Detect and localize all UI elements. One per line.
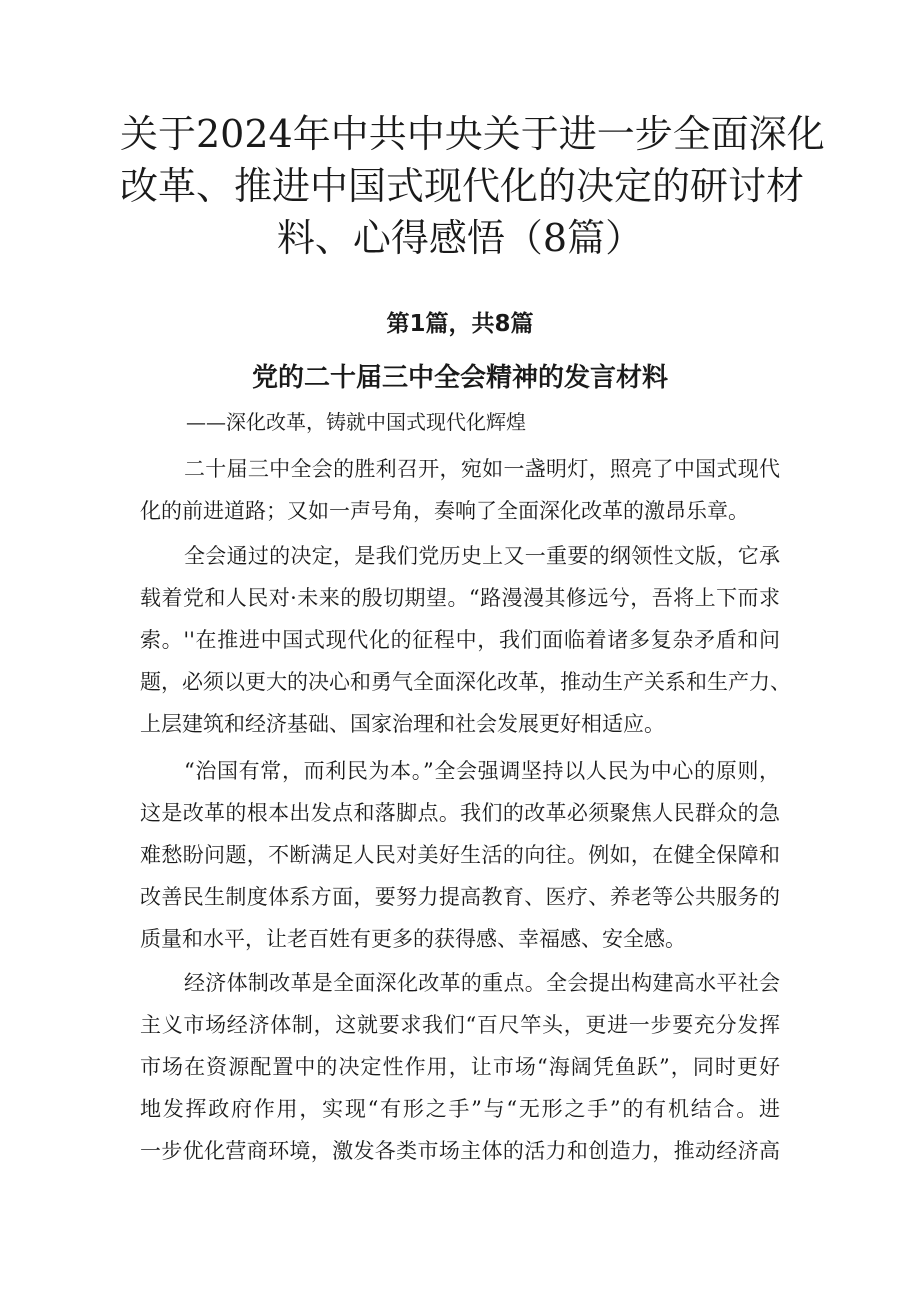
title-line: 料、心得感悟（8篇） [276,216,644,260]
paragraph-line: 这是改革的根本出发点和落脚点。我们的改革必须聚焦人民群众的急 [140,801,780,825]
paragraph-line: 难愁盼问题，不断满足人民对美好生活的向往。例如，在健全保障和 [140,843,780,867]
document-title [120,108,825,264]
paragraph-line: 载着党和人民对·未来的殷切期望。“路漫漫其修远兮，吾将上下而求 [140,586,780,610]
paragraph-line: 索。''在推进中国式现代化的征程中，我们面临着诸多复杂矛盾和问 [140,628,780,652]
part-label: 第1篇，共8篇 [386,311,534,337]
paragraph-line: 经济体制改革是全面深化改革的重点。全会提出构建高水平社会 [184,971,780,995]
paragraph-line: 化的前进道路；又如一声号角，奏响了全面深化改革的激昂乐章。 [140,499,749,523]
body-paragraph [140,750,780,960]
body-paragraph [140,448,780,532]
paragraph-line: 市场在资源配置中的决定性作用，让市场“海阔凭鱼跃”，同时更好 [140,1055,780,1079]
body-paragraph [140,962,780,1172]
paragraph-line: “治国有常，而利民为本。”全会强调坚持以人民为中心的原则， [184,759,780,783]
paragraph-line: 地发挥政府作用，实现“有形之手”与“无形之手”的有机结合。进 [140,1097,780,1121]
title-line: 改革、推进中国式现代化的决定的研讨材 [120,164,805,208]
paragraph-line: 二十届三中全会的胜利召开，宛如一盏明灯，照亮了中国式现代 [184,457,780,481]
paragraph-line: 题，必须以更大的决心和勇气全面深化改革，推动生产关系和生产力、 [140,670,791,694]
paragraph-line: 上层建筑和经济基础、国家治理和社会发展更好相适应。 [140,712,665,736]
paragraph-line: 质量和水平，让老百姓有更多的获得感、幸福感、安全感。 [140,927,686,951]
paragraph-line: 一步优化营商环境，激发各类市场主体的活力和创造力，推动经济高 [140,1139,780,1163]
paragraph-line: 全会通过的决定，是我们党历史上又一重要的纲领性文版，它承 [184,544,780,568]
section-subtitle: ——深化改革，铸就中国式现代化辉煌 [186,410,526,434]
body-paragraph [140,535,791,745]
title-line: 关于2024年中共中央关于进一步全面深化 [120,112,825,156]
paragraph-line: 主义市场经济体制，这就要求我们“百尺竿头，更进一步要充分发挥 [140,1013,780,1037]
paragraph-line: 改善民生制度体系方面，要努力提高教育、医疗、养老等公共服务的 [140,885,780,909]
section-title: 党的二十届三中全会精神的发言材料 [251,363,668,393]
